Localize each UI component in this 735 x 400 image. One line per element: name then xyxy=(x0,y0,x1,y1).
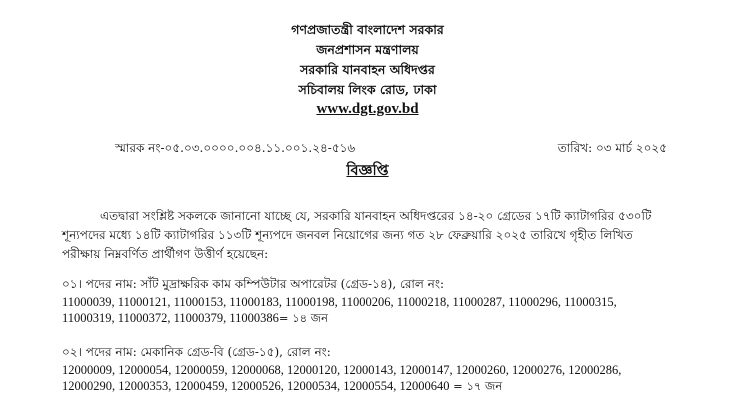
header-website-link[interactable]: www.dgt.gov.bd xyxy=(316,101,419,117)
header-ministry: জনপ্রশাসন মন্ত্রণালয় xyxy=(316,42,419,57)
section-1-total: = ১৪ জন xyxy=(278,311,328,325)
section-2-rolls: 12000290, 12000353, 12000459, 12000526, 12000534, 12000554, 12000640 xyxy=(62,379,450,393)
header-government: গণপ্রজাতন্ত্রী বাংলাদেশ সরকার xyxy=(291,22,444,37)
section-2-total: = ১৭ জন xyxy=(449,379,503,393)
body-line-1: এতদ্বারা সংশ্লিষ্ট সকলকে জানানো যাচ্ছে যে, সরকারি যানবাহন অধিদপ্তরের ১৪-২০ গ্রেডের ১৭টি ক্যাটাগরির ৫৩০টি xyxy=(100,209,652,223)
section-1-roll-line-1: 11000039, 11000121, 11000153, 11000183, 11000198, 11000206, 11000218, 11000287, 11000296, 11000315, xyxy=(62,295,617,309)
header-address: সচিবালয় লিংক রোড, ঢাকা xyxy=(298,82,437,97)
notice-title xyxy=(0,160,735,184)
body-line-3: পরীক্ষায় নিম্নবর্ণিত প্রার্থীগণ উত্তীর্ণ হয়েছেন: xyxy=(62,247,269,261)
section-1-roll-line-2 xyxy=(62,310,328,327)
section-2-roll-line-2 xyxy=(62,378,502,395)
body-line-2: শূন্যপদের মধ্যে ১৪টি ক্যাটাগরির ১১৩টি শূন্যপদে জনবল নিয়োগের জন্য গত ২৮ ফেব্রুয়ারি ২০২৫ তারিখে গৃহীত লিখিত xyxy=(62,228,633,242)
section-1-rolls: 11000319, 11000372, 11000379, 11000386 xyxy=(62,311,279,325)
memo-reference: স্মারক নং-০৫.০৩.০০০০.০০৪.১১.০০১.২৪-৫১৬ xyxy=(115,141,356,155)
section-1-heading: ০১। পদের নাম: সাঁট মুদ্রাক্ষরিক কাম কম্পিউটার অপারেটর (গ্রেড-১৪), রোল নং: xyxy=(62,277,445,291)
section-2-roll-line-1: 12000009, 12000054, 12000059, 12000068, 12000120, 12000143, 12000147, 12000260, 12000276, 12000286, xyxy=(62,363,622,377)
memo-date: তারিখ: ০৩ মার্চ ২০২৫ xyxy=(557,141,667,155)
notice-title-text: বিজ্ঞপ্তি xyxy=(346,162,389,179)
header-department: সরকারি যানবাহন অধিদপ্তর xyxy=(300,62,435,77)
section-2-heading: ০২। পদের নাম: মেকানিক গ্রেড-বি (গ্রেড-১৫), রোল নং: xyxy=(62,345,331,359)
